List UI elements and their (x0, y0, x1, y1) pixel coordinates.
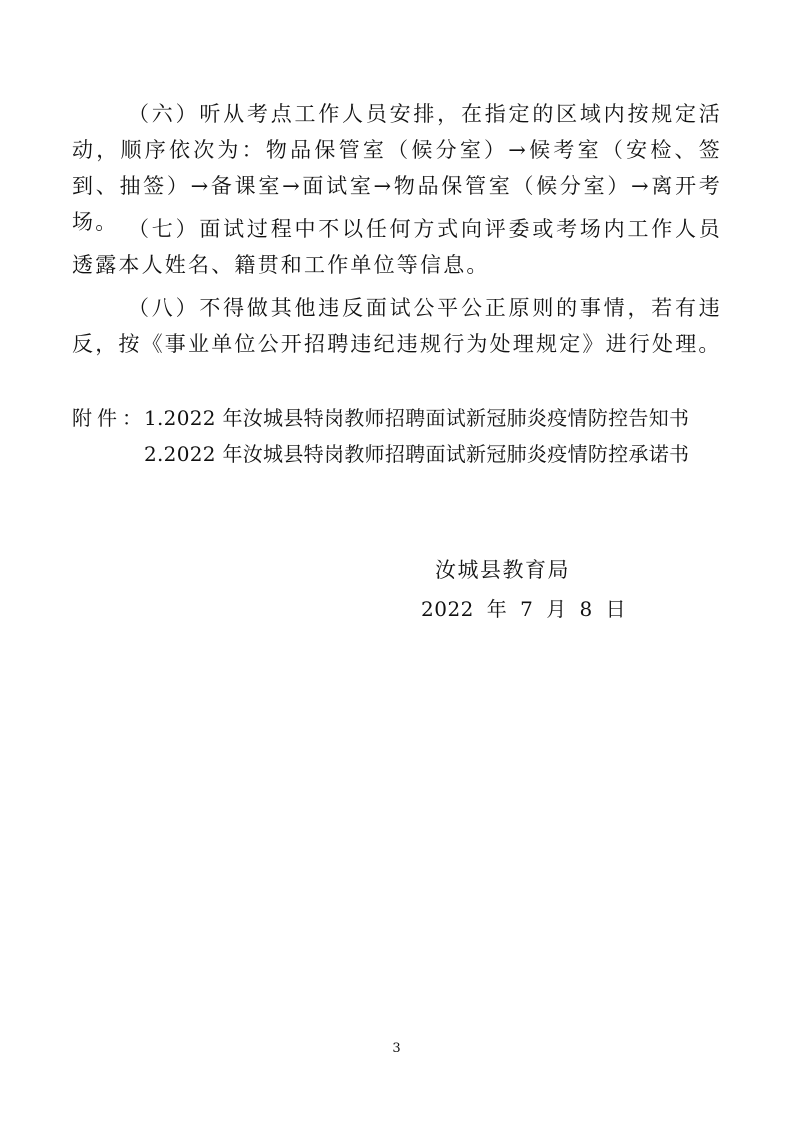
paragraph-item-6: （六）听从考点工作人员安排，在指定的区域内按规定活动，顺序依次为：物品保管室（候分室）→候考室（安检、签到、抽签）→备课室→面试室→物品保管室（候分室）→离开考场。 (72, 102, 722, 234)
paragraph-item-8: （八）不得做其他违反面试公平公正原则的事情，若有违反，按《事业单位公开招聘违纪违规行为处理规定》进行处理。 (72, 296, 722, 356)
issue-date: 2022 年 7 月 8 日 (421, 597, 627, 621)
paragraph-item-7: （七）面试过程中不以任何方式向评委或考场内工作人员透露本人姓名、籍贯和工作单位等信息。 (72, 217, 722, 277)
attachments-label: 附件： (72, 406, 147, 430)
attachments-list (72, 400, 752, 472)
attachment-item: 2.2022 年汝城县特岗教师招聘面试新冠肺炎疫情防控承诺书 (144, 442, 690, 466)
issuing-organization: 汝城县教育局 (435, 558, 570, 582)
page-number: 3 (392, 1041, 401, 1056)
attachment-row (72, 436, 752, 472)
attachment-row (72, 400, 752, 436)
attachment-item: 1.2022 年汝城县特岗教师招聘面试新冠肺炎疫情防控告知书 (144, 406, 690, 430)
